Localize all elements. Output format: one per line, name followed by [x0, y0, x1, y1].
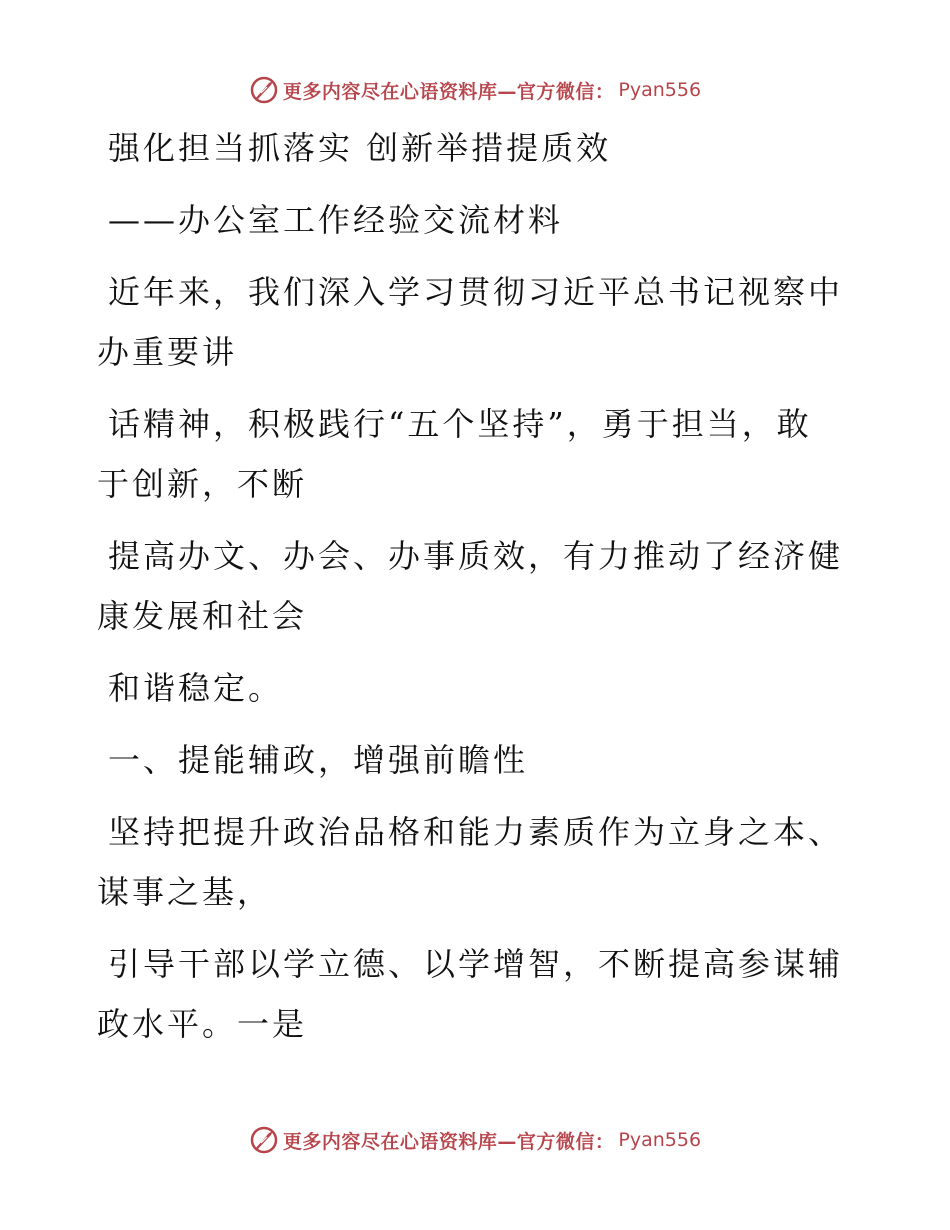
paragraph-line: 近年来，我们深入学习贯彻习近平总书记视察中 — [108, 273, 844, 311]
paragraph-line: 提高办文、办会、办事质效，有力推动了经济健 — [108, 537, 844, 575]
watermark-wechat-id: Pyan556 — [618, 1129, 702, 1151]
paragraph-line: 政水平。一是 — [97, 1005, 308, 1043]
footer-watermark-banner — [0, 1120, 950, 1160]
paragraph-line: 引导干部以学立德、以学增智，不断提高参谋辅 — [108, 945, 844, 983]
paragraph-line: 办重要讲 — [97, 333, 238, 371]
paragraph-line: 于创新，不断 — [97, 465, 308, 503]
paragraph-line: 康发展和社会 — [97, 597, 308, 635]
document-title: 强化担当抓落实 创新举措提质效 — [108, 129, 612, 167]
watermark-text: 更多内容尽在心语资料库—官方微信： — [282, 1130, 615, 1153]
quill-logo-icon — [249, 1125, 279, 1155]
paragraph-line: 谋事之基， — [97, 873, 273, 911]
paragraph-line: 坚持把提升政治品格和能力素质作为立身之本、 — [108, 813, 844, 851]
document-body — [97, 118, 844, 1054]
watermark-text: 更多内容尽在心语资料库—官方微信： — [282, 80, 615, 103]
paragraph-line: 话精神，积极践行“五个坚持”，勇于担当，敢 — [108, 405, 812, 443]
document-subtitle: ——办公室工作经验交流材料 — [108, 201, 564, 239]
header-watermark-banner — [0, 70, 950, 110]
watermark-wechat-id: Pyan556 — [618, 79, 702, 101]
quill-logo-icon — [249, 75, 279, 105]
section-heading: 一、提能辅政，增强前瞻性 — [108, 741, 529, 779]
paragraph-line: 和谐稳定。 — [108, 669, 284, 707]
